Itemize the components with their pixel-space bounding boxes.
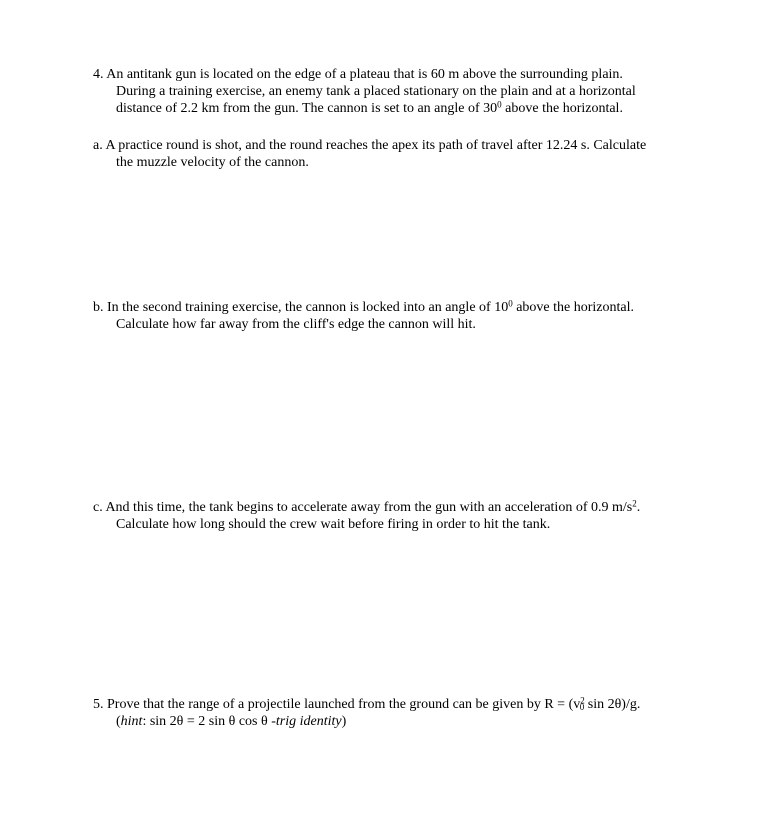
question-4b-line-2: Calculate how far away from the cliff's edge the cannon will hit. — [116, 317, 476, 332]
hint-open-paren: ( — [116, 714, 121, 729]
question-4-line-1: 4. An antitank gun is located on the edge of a plateau that is 60 m above the surrounding plain. — [93, 67, 623, 82]
question-4b-text — [93, 299, 743, 333]
hint-label: hint — [120, 714, 143, 729]
question-4a-text — [93, 137, 743, 171]
question-4c-line-1: c. And this time, the tank begins to accelerate away from the gun with an acceleration of 0.9 m/s — [93, 500, 633, 515]
degree-superscript: 0 — [508, 298, 513, 309]
question-5 — [93, 696, 743, 730]
question-4c-text — [93, 499, 743, 533]
question-4b — [93, 299, 743, 333]
question-4-line-3-end: above the horizontal. — [501, 101, 623, 116]
question-4-line-2: During a training exercise, an enemy tank a placed stationary on the plain and at a horizontal — [116, 84, 636, 99]
hint-close-paren: ) — [341, 714, 347, 729]
question-4 — [93, 66, 743, 117]
question-4-text — [93, 66, 743, 117]
question-4c-line-2: Calculate how long should the crew wait before firing in order to hit the tank. — [116, 517, 551, 532]
question-4-line-3: distance of 2.2 km from the gun. The cannon is set to an angle of 30 — [116, 101, 498, 116]
hint-formula: : sin 2θ = 2 sin θ cos θ — [142, 714, 272, 729]
question-4a-line-1: a. A practice round is shot, and the round reaches the apex its path of travel after 12.24 s. Calculate — [93, 138, 647, 153]
question-5-text — [93, 696, 743, 730]
zero-subscript: 0 — [579, 702, 585, 713]
question-4c — [93, 499, 743, 533]
question-4c-line-1-end: . — [636, 500, 641, 515]
question-4b-line-1: b. In the second training exercise, the cannon is locked into an angle of 10 — [93, 300, 509, 315]
question-4a-line-2: the muzzle velocity of the cannon. — [116, 155, 309, 170]
question-5-line-1-end: sin 2θ)/g. — [584, 697, 641, 712]
trig-identity-label: -trig identity — [271, 714, 342, 729]
squared-superscript: 2 — [580, 695, 585, 706]
squared-superscript: 2 — [632, 498, 637, 509]
degree-superscript: 0 — [497, 99, 502, 110]
question-5-line-1: 5. Prove that the range of a projectile launched from the ground can be given by R = (v — [93, 697, 581, 712]
question-4b-line-1-end: above the horizontal. — [512, 300, 634, 315]
question-4a — [93, 137, 743, 171]
